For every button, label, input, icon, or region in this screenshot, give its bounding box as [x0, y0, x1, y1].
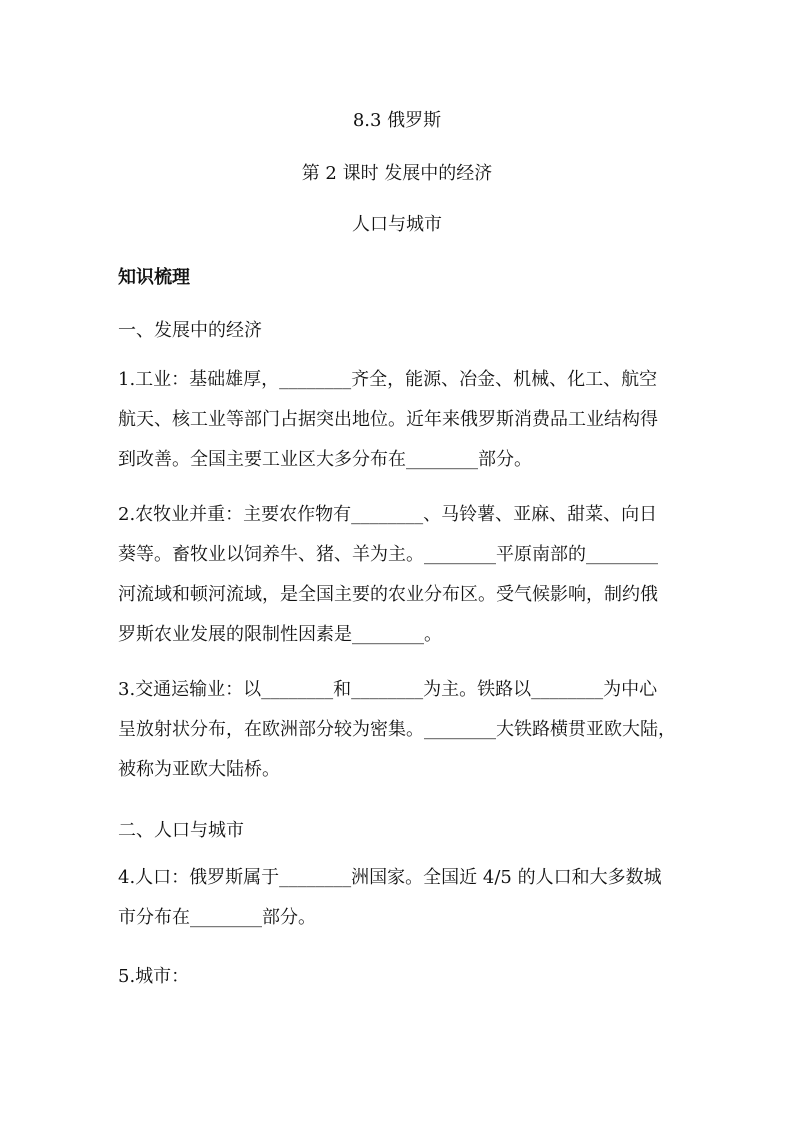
- paragraph-line: 3.交通运输业：以________和________为主。铁路以________为中心: [118, 679, 658, 700]
- paragraph-line: 被称为亚欧大陆桥。: [118, 759, 280, 780]
- paragraph-line: 河流域和顿河流域，是全国主要的农业分布区。受气候影响，制约俄: [118, 584, 658, 605]
- paragraph-line: 1.工业：基础雄厚，________齐全，能源、冶金、机械、化工、航空: [118, 369, 658, 390]
- item-city: 5.城市：: [118, 966, 190, 987]
- paragraph-line: 4.人口：俄罗斯属于________洲国家。全国近 4/5 的人口和大多数城: [118, 867, 662, 888]
- item-industry: [118, 360, 678, 480]
- paragraph-line: 到改善。全国主要工业区大多分布在________部分。: [118, 449, 532, 470]
- section-economy-heading: 一、发展中的经济: [118, 320, 262, 341]
- doc-title: 8.3 俄罗斯: [352, 110, 442, 131]
- item-agriculture: [118, 495, 678, 655]
- knowledge-heading: 知识梳理: [118, 267, 190, 288]
- paragraph-line: 葵等。畜牧业以饲养牛、猪、羊为主。________平原南部的________: [118, 544, 658, 565]
- item-population: [118, 858, 678, 938]
- section-population-heading: 二、人口与城市: [118, 820, 244, 841]
- item-transport: [118, 670, 678, 790]
- paragraph-line: 罗斯农业发展的限制性因素是________。: [118, 624, 442, 645]
- paragraph-line: 2.农牧业并重：主要农作物有________、马铃薯、亚麻、甜菜、向日: [118, 504, 658, 525]
- paragraph-line: 呈放射状分布，在欧洲部分较为密集。________大铁路横贯亚欧大陆，: [118, 719, 676, 740]
- paragraph-line: 航天、核工业等部门占据突出地位。近年来俄罗斯消费品工业结构得: [118, 409, 658, 430]
- lesson-title: 第 2 课时 发展中的经济: [301, 163, 493, 184]
- topic-title: 人口与城市: [352, 214, 442, 235]
- paragraph-line: 市分布在________部分。: [118, 907, 316, 928]
